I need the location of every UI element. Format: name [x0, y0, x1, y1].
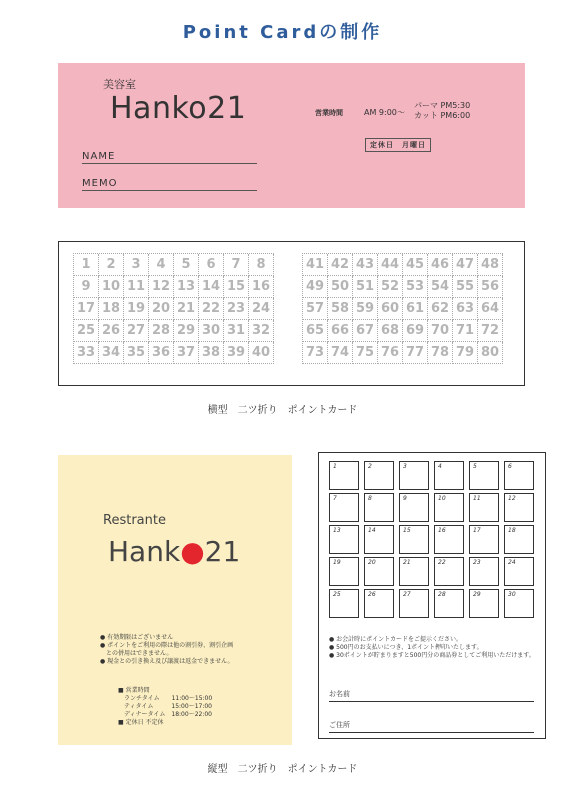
stamp-box [504, 493, 534, 522]
point-number-cell: 34 [99, 342, 124, 364]
cut-closing-time: カット PM6:00 [414, 111, 471, 120]
point-number-cell: 9 [74, 276, 99, 298]
point-number-cell: 45 [403, 254, 428, 276]
point-number-cell: 59 [353, 298, 378, 320]
business-hours-label: 営業時間 [315, 109, 343, 117]
point-number-cell: 80 [478, 342, 503, 364]
point-number-cell: 54 [428, 276, 453, 298]
point-number-cell: 17 [74, 298, 99, 320]
point-number-cell: 15 [224, 276, 249, 298]
stamp-box [329, 461, 359, 490]
point-number-cell: 53 [403, 276, 428, 298]
hours-line: ディナータイム 18:00〜22:00 [118, 711, 212, 718]
stamp-box [469, 525, 499, 554]
point-grid-right [302, 253, 503, 364]
stamp-number: 23 [473, 559, 481, 566]
point-number-cell: 65 [303, 320, 328, 342]
point-number-cell: 56 [478, 276, 503, 298]
hours-line: ■ 営業時間 [118, 687, 150, 694]
restaurant-subtitle: Restrante [103, 513, 166, 528]
stamp-number: 27 [403, 591, 411, 598]
point-number-cell: 20 [149, 298, 174, 320]
opening-time: AM 9:00〜 [364, 108, 405, 117]
stamp-box [329, 525, 359, 554]
term-line: ● 現金との引き換え及び譲渡は返金できません。 [100, 658, 234, 665]
customer-address-line: ご住所 [329, 720, 534, 733]
point-number-cell: 16 [249, 276, 274, 298]
stamp-box [329, 557, 359, 586]
point-number-cell: 71 [453, 320, 478, 342]
point-number-cell: 14 [199, 276, 224, 298]
point-number-cell: 37 [174, 342, 199, 364]
point-number-cell: 61 [403, 298, 428, 320]
point-number-cell: 23 [224, 298, 249, 320]
stamp-box [504, 557, 534, 586]
point-number-cell: 74 [328, 342, 353, 364]
point-number-cell: 13 [174, 276, 199, 298]
point-number-cell: 60 [378, 298, 403, 320]
point-number-cell: 25 [74, 320, 99, 342]
term-line: ● 有効期限はございません [100, 634, 174, 641]
point-number-cell: 27 [124, 320, 149, 342]
stamp-box [364, 557, 394, 586]
stamp-number: 10 [438, 495, 446, 502]
point-number-cell: 32 [249, 320, 274, 342]
point-number-cell: 57 [303, 298, 328, 320]
point-number-cell: 67 [353, 320, 378, 342]
stamp-box [329, 589, 359, 618]
hours-line: ティタイム 15:00〜17:00 [118, 703, 212, 710]
point-number-cell: 18 [99, 298, 124, 320]
stamp-number: 26 [368, 591, 376, 598]
point-number-cell: 21 [174, 298, 199, 320]
point-number-cell: 58 [328, 298, 353, 320]
customer-name-line: お名前 [329, 689, 534, 702]
point-number-cell: 63 [453, 298, 478, 320]
stamp-box [504, 461, 534, 490]
vertical-card-back [318, 452, 546, 739]
memo-field-label: MEMO [82, 178, 257, 191]
horizontal-card-front [58, 63, 525, 208]
point-number-cell: 1 [74, 254, 99, 276]
point-grid-left [73, 253, 274, 364]
stamp-box [329, 493, 359, 522]
stamp-box [434, 461, 464, 490]
point-number-cell: 73 [303, 342, 328, 364]
horizontal-card-back [58, 241, 525, 386]
stamp-box [399, 557, 429, 586]
point-number-cell: 35 [124, 342, 149, 364]
point-number-cell: 41 [303, 254, 328, 276]
stamp-box [504, 589, 534, 618]
stamp-box [434, 525, 464, 554]
stamp-number: 3 [403, 463, 407, 470]
point-number-cell: 28 [149, 320, 174, 342]
point-number-cell: 39 [224, 342, 249, 364]
caption-horizontal: 横型 二ツ折り ポイントカード [207, 405, 358, 416]
stamp-number: 19 [333, 559, 341, 566]
point-number-cell: 77 [403, 342, 428, 364]
point-number-cell: 42 [328, 254, 353, 276]
stamp-number: 5 [473, 463, 477, 470]
stamp-number: 8 [368, 495, 372, 502]
point-number-cell: 7 [224, 254, 249, 276]
salon-subtitle: 美容室 [103, 78, 136, 91]
stamp-number: 13 [333, 527, 341, 534]
point-number-cell: 76 [378, 342, 403, 364]
point-number-cell: 46 [428, 254, 453, 276]
stamp-number: 15 [403, 527, 411, 534]
red-dot-icon: ● [180, 535, 205, 568]
stamp-number: 2 [368, 463, 372, 470]
stamp-box [434, 557, 464, 586]
rule-line: ● お会計時にポイントカードをご提示ください。 [329, 636, 462, 643]
stamp-box [469, 493, 499, 522]
point-number-cell: 70 [428, 320, 453, 342]
stamp-number: 22 [438, 559, 446, 566]
point-number-cell: 33 [74, 342, 99, 364]
stamp-number: 4 [438, 463, 442, 470]
rule-line: ● 30ポイントが貯まりますと500円分の商品券としてご利用いただけます。 [329, 652, 535, 659]
stamp-box [399, 493, 429, 522]
point-number-cell: 50 [328, 276, 353, 298]
point-number-cell: 68 [378, 320, 403, 342]
stamp-number: 14 [368, 527, 376, 534]
vertical-card-front [58, 455, 292, 745]
point-number-cell: 62 [428, 298, 453, 320]
point-number-cell: 26 [99, 320, 124, 342]
point-number-cell: 10 [99, 276, 124, 298]
point-number-cell: 55 [453, 276, 478, 298]
stamp-number: 6 [508, 463, 512, 470]
point-number-cell: 47 [453, 254, 478, 276]
point-number-cell: 40 [249, 342, 274, 364]
caption-vertical: 縦型 二ツ折り ポイントカード [207, 764, 358, 775]
restaurant-name-prefix: Hank [108, 535, 181, 568]
point-number-cell: 2 [99, 254, 124, 276]
stamp-number: 18 [508, 527, 516, 534]
point-number-cell: 31 [224, 320, 249, 342]
stamp-box [399, 589, 429, 618]
point-number-cell: 51 [353, 276, 378, 298]
stamp-number: 30 [508, 591, 516, 598]
stamp-number: 20 [368, 559, 376, 566]
point-number-cell: 19 [124, 298, 149, 320]
stamp-box [364, 525, 394, 554]
point-number-cell: 4 [149, 254, 174, 276]
point-number-cell: 24 [249, 298, 274, 320]
point-number-cell: 22 [199, 298, 224, 320]
stamp-number: 24 [508, 559, 516, 566]
restaurant-hours [118, 687, 288, 727]
point-number-cell: 3 [124, 254, 149, 276]
stamp-box [364, 493, 394, 522]
hours-line: ■ 定休日 不定休 [118, 719, 164, 726]
stamp-number: 28 [438, 591, 446, 598]
stamp-number: 11 [473, 495, 481, 502]
stamp-number: 17 [473, 527, 481, 534]
stamp-rules [329, 636, 544, 660]
hours-line: ランチタイム 11:00〜15:00 [118, 695, 213, 702]
restaurant-name-suffix: 21 [204, 535, 241, 568]
point-number-cell: 11 [124, 276, 149, 298]
stamp-box [504, 525, 534, 554]
point-number-cell: 72 [478, 320, 503, 342]
point-number-cell: 6 [199, 254, 224, 276]
stamp-number: 9 [403, 495, 407, 502]
page-title: Point Cardの制作 [182, 22, 383, 43]
rule-line: ● 500円のお支払いにつき、1ポイント押印いたします。 [329, 644, 483, 651]
point-number-cell: 44 [378, 254, 403, 276]
point-number-cell: 12 [149, 276, 174, 298]
card-terms [100, 634, 285, 666]
stamp-number: 25 [333, 591, 341, 598]
stamp-box [364, 589, 394, 618]
closed-day-badge: 定休日 月曜日 [365, 138, 431, 152]
point-number-cell: 43 [353, 254, 378, 276]
point-number-cell: 48 [478, 254, 503, 276]
point-number-cell: 79 [453, 342, 478, 364]
stamp-number: 16 [438, 527, 446, 534]
stamp-number: 12 [508, 495, 516, 502]
stamp-number: 1 [333, 463, 337, 470]
restaurant-name [108, 535, 240, 568]
point-number-cell: 38 [199, 342, 224, 364]
point-number-cell: 8 [249, 254, 274, 276]
stamp-box [399, 525, 429, 554]
stamp-box [469, 557, 499, 586]
point-number-cell: 29 [174, 320, 199, 342]
point-number-cell: 5 [174, 254, 199, 276]
point-number-cell: 30 [199, 320, 224, 342]
point-number-cell: 69 [403, 320, 428, 342]
name-field-label: NAME [82, 151, 257, 164]
perm-closing-time: パーマ PM5:30 [414, 101, 471, 110]
stamp-box [469, 589, 499, 618]
stamp-number: 29 [473, 591, 481, 598]
stamp-box [434, 493, 464, 522]
stamp-number: 7 [333, 495, 337, 502]
point-number-cell: 66 [328, 320, 353, 342]
point-number-cell: 52 [378, 276, 403, 298]
term-line: との併用はできません。 [100, 650, 173, 657]
stamp-number: 21 [403, 559, 411, 566]
point-number-cell: 36 [149, 342, 174, 364]
stamp-box [399, 461, 429, 490]
point-number-cell: 64 [478, 298, 503, 320]
point-number-cell: 78 [428, 342, 453, 364]
point-number-cell: 49 [303, 276, 328, 298]
stamp-grid [329, 461, 534, 618]
point-number-cell: 75 [353, 342, 378, 364]
term-line: ● ポイントをご利用の際は他の割引券、割引企画 [100, 642, 234, 649]
salon-name: Hanko21 [110, 91, 247, 126]
stamp-box [469, 461, 499, 490]
stamp-box [434, 589, 464, 618]
stamp-box [364, 461, 394, 490]
